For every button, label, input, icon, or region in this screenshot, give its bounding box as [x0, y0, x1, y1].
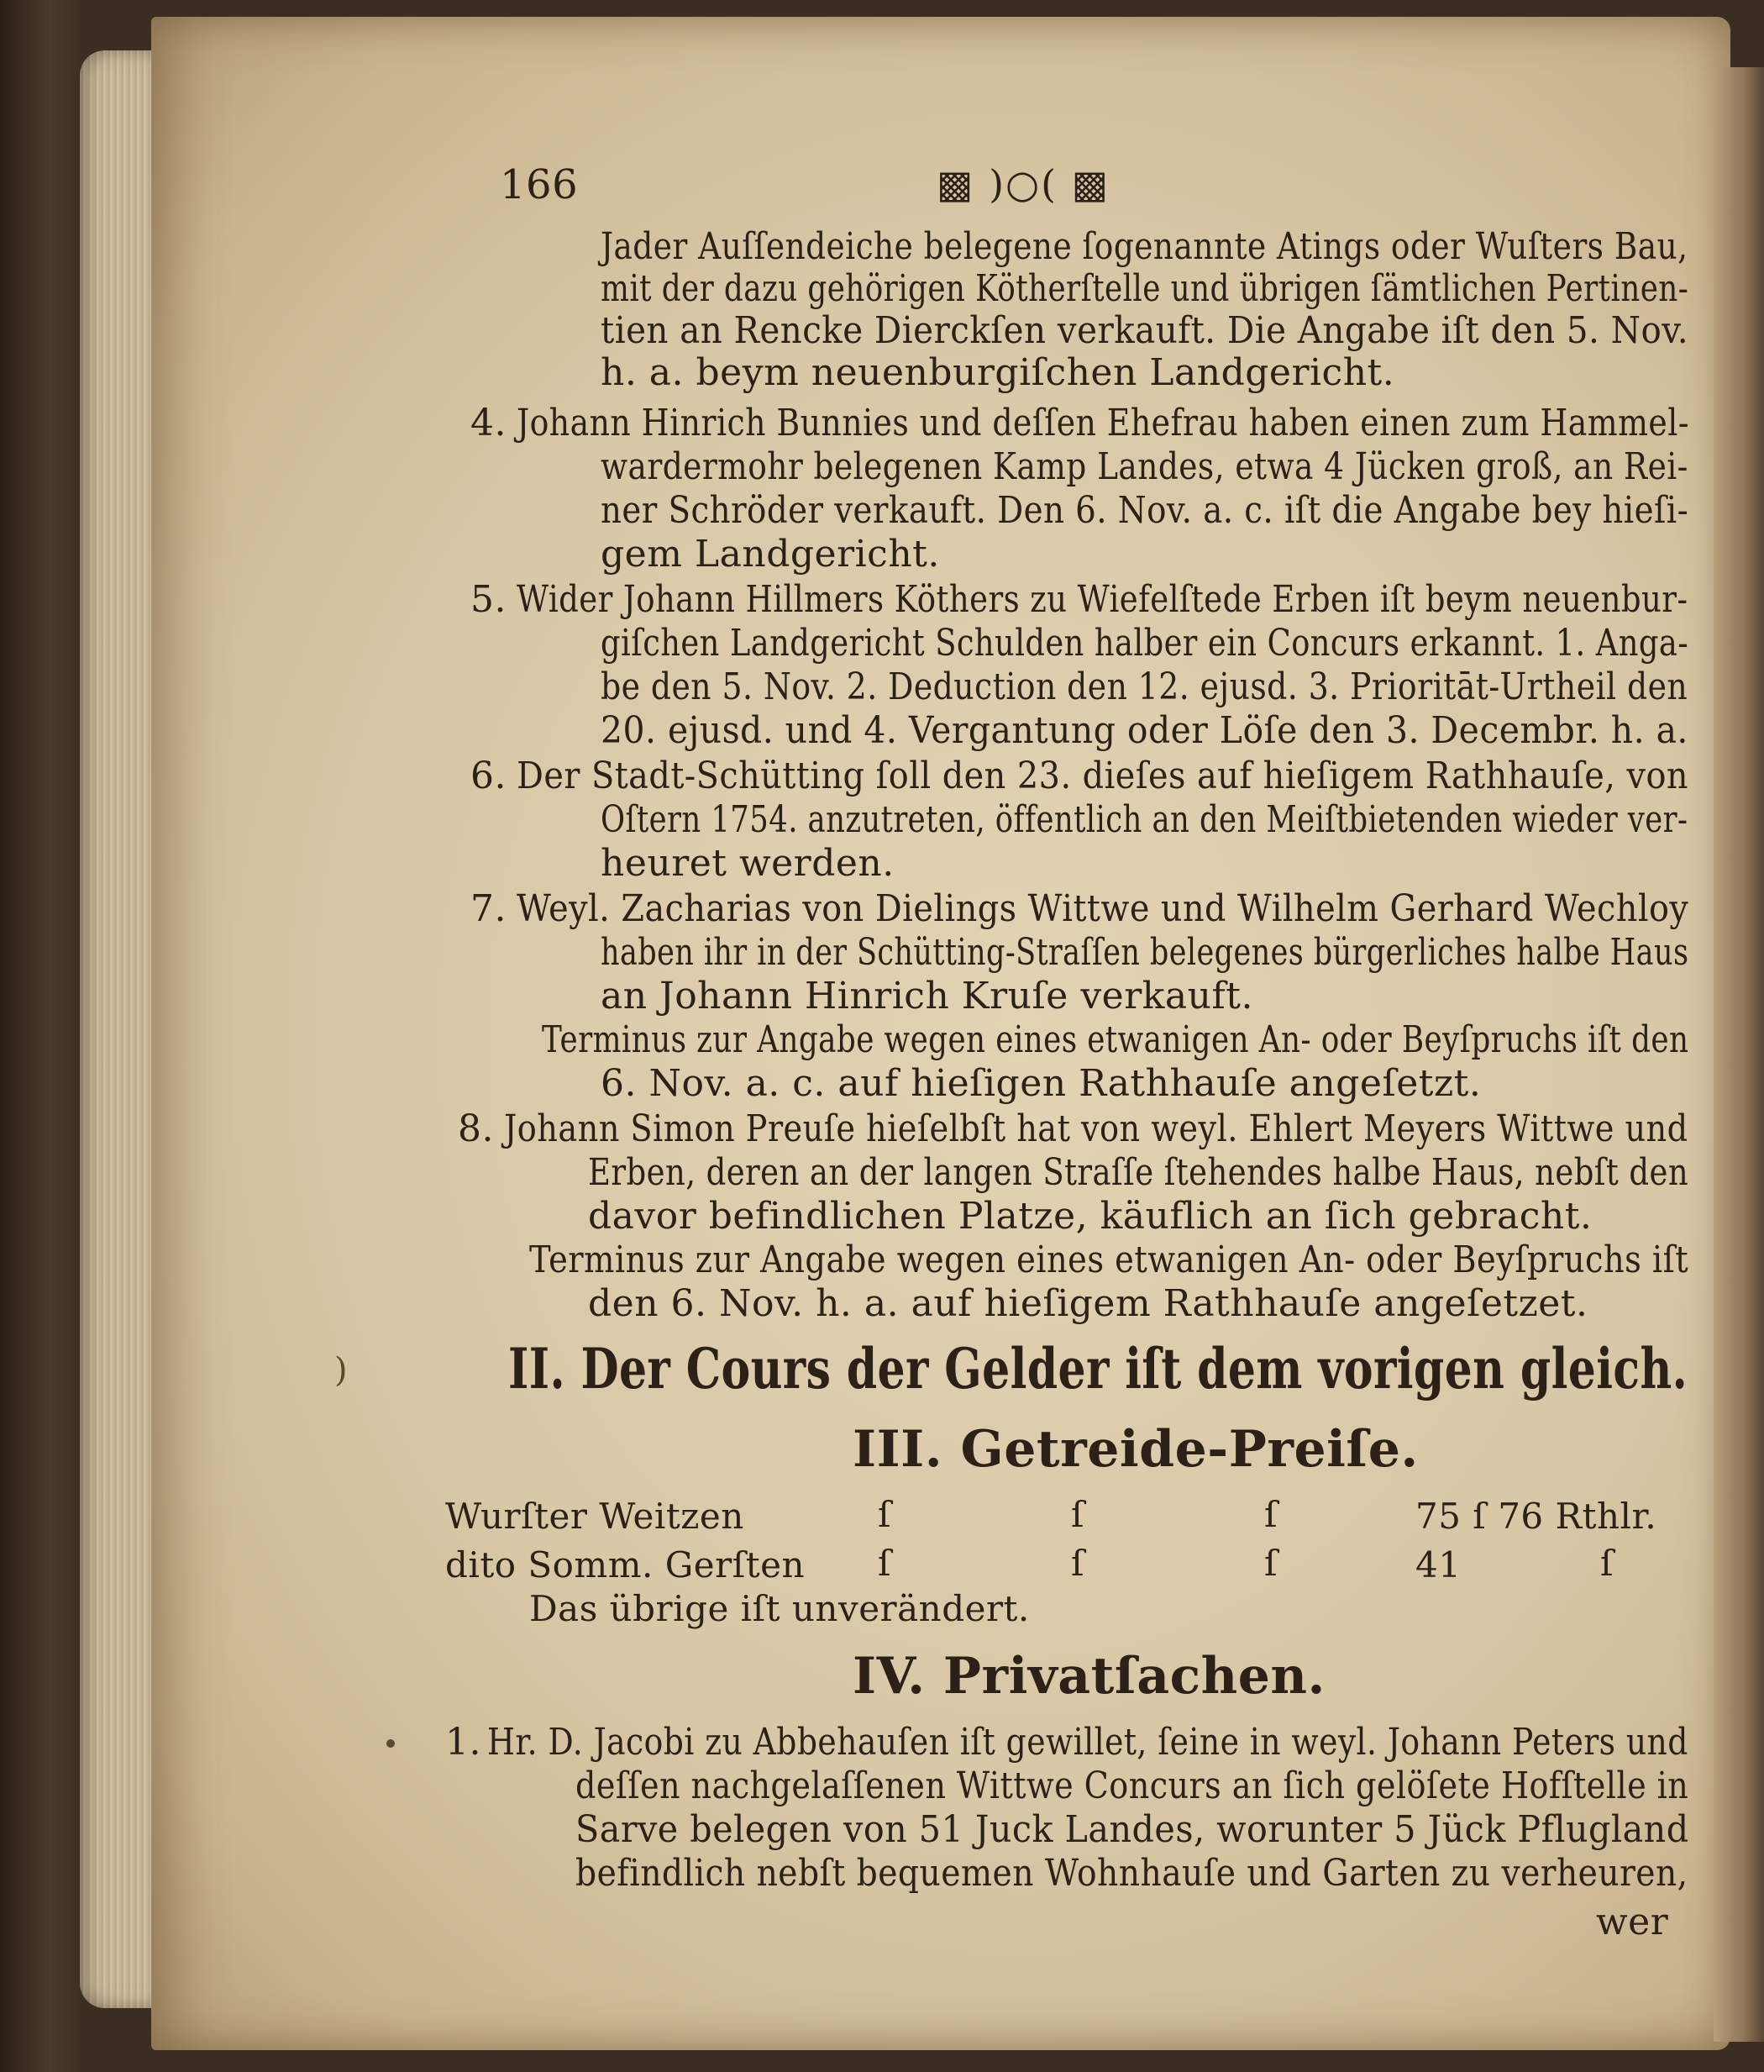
section-heading-4: IV. Privatſachen. [853, 1647, 1326, 1706]
text-line: haben ihr in der Schütting-Straſſen belegenes bürgerliches halbe Haus [601, 931, 1689, 974]
catchword: wer [1596, 1901, 1669, 1943]
ditto-mark: ſ [1071, 1494, 1085, 1535]
text-line: Terminus zur Angabe wegen eines etwanigen An- oder Beyſpruchs iſt [529, 1238, 1689, 1281]
text-line: giſchen Landgericht Schulden halber ein Concurs erkannt. 1. Anga- [601, 622, 1689, 665]
ink-mark [386, 1739, 395, 1748]
ditto-mark: ſ [1600, 1543, 1614, 1584]
text-line: Oſtern 1754. anzutreten, öffentlich an den Meiſtbietenden wieder ver- [601, 798, 1688, 841]
text-line: wardermohr belegenen Kamp Landes, etwa 4 Jücken groß, an Rei- [601, 445, 1688, 488]
text-line: Johann Hinrich Bunnies und deſſen Ehefrau haben einen zum Hammel- [517, 402, 1689, 444]
price-item-name: Wurſter Weitzen [445, 1496, 744, 1537]
entry-number: 7. [470, 887, 507, 930]
text-line: befindlich nebſt bequemen Wohnhauſe und Garten zu verheuren, [575, 1852, 1688, 1895]
margin-mark: ) [334, 1351, 348, 1390]
text-line: den 6. Nov. h. a. auf hieſigem Rathhauſe angeſetzet. [588, 1282, 1588, 1325]
text-line: Der Stadt-Schütting ſoll den 23. dieſes auf hieſigem Rathhauſe, von [517, 755, 1688, 797]
entry-number: 5. [470, 578, 507, 621]
entry-number: 1. [445, 1721, 481, 1764]
text-line: 6. Nov. a. c. auf hieſigen Rathhauſe angeſetzt. [601, 1062, 1482, 1105]
ditto-mark: ſ [878, 1543, 892, 1584]
text-line: an Johann Hinrich Kruſe verkauft. [601, 975, 1253, 1018]
entry-number: 6. [470, 755, 507, 797]
header-ornament: ▩ )○( ▩ [937, 161, 1110, 207]
text-line: gem Landgericht. [601, 533, 940, 576]
price-item-name: dito Somm. Gerſten [445, 1544, 806, 1586]
entry-number: 4. [470, 402, 507, 444]
text-line: Johann Simon Preuſe hieſelbſt hat von weyl. Ehlert Meyers Wittwe und [504, 1107, 1688, 1150]
text-line: h. a. beym neuenburgiſchen Landgericht. [601, 351, 1395, 394]
text-line: Terminus zur Angabe wegen eines etwanigen An- oder Beyſpruchs iſt den [542, 1018, 1689, 1061]
section-heading-3: III. Getreide-Preiſe. [853, 1420, 1419, 1479]
text-line: heuret werden. [601, 842, 895, 885]
text-line: Sarve belegen von 51 Juck Landes, worunter 5 Jück Pflugland [575, 1808, 1689, 1851]
text-line: Erben, deren an der langen Straſſe ſtehendes halbe Haus, nebſt den [588, 1151, 1689, 1194]
text-line: Weyl. Zacharias von Dielings Wittwe und Wilhelm Gerhard Wechloy [517, 887, 1689, 930]
ditto-mark: ſ [1071, 1543, 1085, 1584]
text-line: deſſen nachgelaſſenen Wittwe Concurs an ſich gelöſete Hofſtelle in [575, 1764, 1689, 1807]
text-line: Hr. D. Jacobi zu Abbehauſen iſt gewillet, ſeine in weyl. Johann Peters und [487, 1721, 1688, 1764]
text-line: 20. ejusd. und 4. Vergantung oder Löſe den 3. Decembr. h. a. [601, 709, 1688, 752]
price-value: 41 [1415, 1544, 1462, 1586]
ditto-mark: ſ [878, 1494, 892, 1535]
page-number: 166 [500, 161, 579, 208]
ditto-mark: ſ [1264, 1543, 1278, 1584]
section-heading-2: II. Der Cours der Gelder iſt dem vorigen gleich. [508, 1336, 1688, 1401]
text-line: be den 5. Nov. 2. Deduction den 12. ejusd. 3. Prioritāt-Urtheil den [601, 665, 1688, 708]
entry-number: 8. [458, 1107, 494, 1150]
ditto-mark: ſ [1264, 1494, 1278, 1535]
unchanged-note: Das übrige iſt unverändert. [529, 1588, 1030, 1629]
price-value: 75 ſ 76 Rthlr. [1415, 1496, 1657, 1537]
text-line: ner Schröder verkauft. Den 6. Nov. a. c. iſt die Angabe bey hieſi- [601, 489, 1689, 532]
text-line: Jader Auſſendeiche belegene ſogenannte Atings oder Wuſters Bau, [601, 225, 1688, 268]
text-line: tien an Rencke Dierckſen verkauft. Die Angabe iſt den 5. Nov. [601, 309, 1689, 352]
text-line: Wider Johann Hillmers Köthers zu Wiefelſtede Erben iſt beym neuenbur- [517, 578, 1688, 621]
text-line: davor befindlichen Platze, käuflich an ſich gebracht. [588, 1195, 1593, 1238]
text-line: mit der dazu gehörigen Kötherſtelle und übrigen ſämtlichen Pertinen- [601, 267, 1689, 310]
